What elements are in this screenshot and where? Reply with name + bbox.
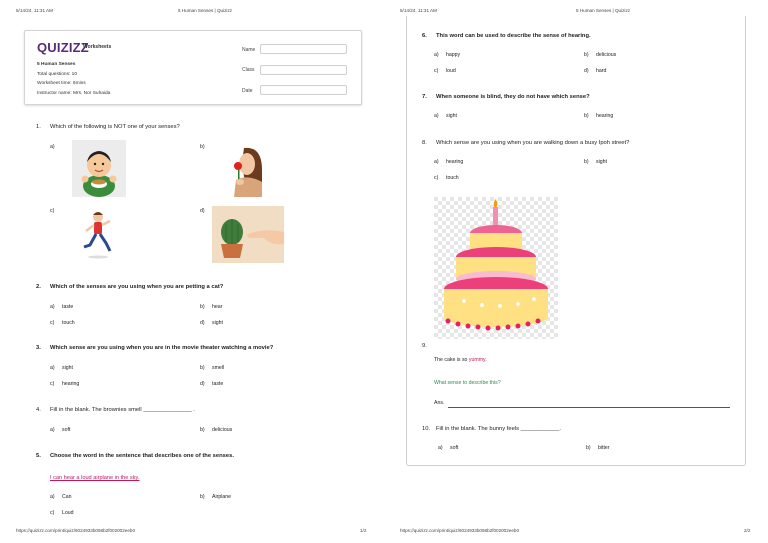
question-text: Which of the following is NOT one of your senses? [50, 124, 180, 130]
option-text: delicious [596, 52, 617, 58]
option-key: c) [50, 320, 55, 326]
option-key: d) [200, 381, 205, 387]
class-field[interactable] [260, 65, 347, 75]
option-text: delicious [212, 427, 233, 433]
option-text: smell [212, 365, 225, 371]
option-text: Can [62, 494, 72, 500]
question-number: 4. [36, 407, 41, 413]
q5-option-a[interactable] [50, 494, 72, 500]
option-key: b) [200, 304, 205, 310]
page-header-title: 5 Human Senses | Quizizz [178, 8, 233, 13]
option-key: a) [438, 445, 443, 451]
option-key: b) [584, 113, 589, 119]
q5-sentence: I can hear a loud airplane in the sky. [50, 475, 140, 481]
option-text: sight [596, 159, 607, 165]
option-key: c) [434, 68, 439, 74]
question-text: Fill in the blank. The bunny feels ____________. [436, 426, 561, 432]
option-key: a) [50, 494, 55, 500]
q9-answer-line[interactable] [448, 407, 730, 408]
question-number: 6. [422, 33, 427, 39]
q8-option-c[interactable] [434, 175, 459, 181]
option-key: b) [200, 427, 205, 433]
question-number: 3. [36, 345, 41, 351]
q3-option-c[interactable] [50, 381, 79, 387]
option-text: sight [212, 320, 223, 326]
option-key: c) [434, 175, 439, 181]
q9-prompt-prefix: The cake is so [434, 357, 469, 363]
option-text: bitter [598, 445, 610, 451]
worksheet-page-2 [384, 0, 768, 543]
option-text: touch [62, 320, 75, 326]
question-text: Fill in the blank. The brownies smell _______________ . [50, 407, 195, 413]
name-label: Name [242, 47, 256, 53]
q8-option-b[interactable] [584, 159, 607, 165]
q2-option-c[interactable] [50, 320, 75, 326]
quizizz-logo: QUIZIZZ [37, 40, 89, 55]
q1-option-d-key[interactable]: d) [200, 208, 205, 214]
q4-option-a[interactable] [50, 427, 70, 433]
finger-touching-cactus-image[interactable] [212, 206, 284, 263]
boy-eating-image[interactable] [72, 140, 126, 197]
question-text: Choose the word in the sentence that describes one of the senses. [50, 453, 234, 459]
q8-option-a[interactable] [434, 159, 463, 165]
option-key: a) [50, 427, 55, 433]
girl-smelling-flower-image[interactable] [218, 140, 272, 197]
q3-option-b[interactable] [200, 365, 224, 371]
q9-answer-label: Ans. [434, 400, 445, 406]
question-text: Which of the senses are you using when you are petting a cat? [50, 284, 224, 290]
question-number: 7. [422, 94, 427, 100]
option-text: happy [446, 52, 461, 58]
q7-option-a[interactable] [434, 113, 457, 119]
running-boy-image[interactable] [78, 207, 118, 262]
option-text: hear [212, 304, 223, 310]
q3-option-a[interactable] [50, 365, 73, 371]
question-number: 1. [36, 124, 41, 130]
logo-subtitle: Worksheets [83, 44, 112, 50]
option-text: taste [212, 381, 224, 387]
question-text: This word can be used to describe the sense of hearing. [436, 33, 591, 39]
option-text: hard [596, 68, 607, 74]
question-text: Which sense are you using when you are walking down a busy Ipoh street? [436, 140, 630, 146]
option-text: hearing [596, 113, 614, 119]
q10-option-a[interactable] [438, 445, 458, 451]
q5-option-c[interactable] [50, 510, 74, 516]
q6-option-a[interactable] [434, 52, 460, 58]
q6-option-d[interactable] [584, 68, 606, 74]
question-number: 10. [422, 426, 431, 432]
option-text: soft [450, 445, 459, 451]
worksheet-time: Worksheet time: 6mins [37, 81, 86, 86]
option-key: c) [50, 381, 55, 387]
page-header-date: 5/14/24, 11:31 AM [16, 8, 53, 13]
question-number: 8. [422, 140, 427, 146]
q9-prompt-highlight: yummy. [468, 357, 487, 363]
q2-option-d[interactable] [200, 320, 223, 326]
q1-option-c-key[interactable]: c) [50, 208, 55, 214]
option-key: d) [584, 68, 589, 74]
page-footer-number: 2/2 [744, 528, 751, 533]
option-text: touch [446, 175, 459, 181]
class-label: Class [242, 67, 255, 73]
option-text: sight [446, 113, 457, 119]
option-key: a) [50, 365, 55, 371]
option-key: d) [200, 320, 205, 326]
birthday-cake-image [434, 197, 558, 339]
page-footer-url: https://quizizz.com/print/quiz/6024933b058b2f002002eeb0 [16, 528, 136, 533]
question-text: When someone is blind, they do not have which sense? [436, 94, 590, 100]
question-number: 9. [422, 343, 427, 349]
page-header-title: 5 Human Senses | Quizizz [576, 8, 631, 13]
q4-option-b[interactable] [200, 427, 232, 433]
page-footer-number: 1/2 [360, 528, 367, 533]
q3-option-d[interactable] [200, 381, 223, 387]
option-text: hearing [446, 159, 464, 165]
q9-prompt-line-2: What sense to describe this? [434, 380, 501, 386]
q2-option-a[interactable] [50, 304, 73, 310]
page-header-date: 5/14/24, 11:31 AM [400, 8, 437, 13]
q2-option-b[interactable] [200, 304, 222, 310]
date-field[interactable] [260, 85, 347, 95]
q7-option-b[interactable] [584, 113, 613, 119]
q1-option-b-key[interactable]: b) [200, 144, 205, 150]
option-text: hearing [62, 381, 80, 387]
option-key: a) [434, 52, 439, 58]
q6-option-c[interactable] [434, 68, 456, 74]
question-text: Which sense are you using when you are in the movie theater watching a movie? [50, 345, 274, 351]
option-key: a) [434, 113, 439, 119]
q5-option-b[interactable] [200, 494, 231, 500]
option-key: b) [200, 494, 205, 500]
option-text: loud [446, 68, 456, 74]
option-key: a) [434, 159, 439, 165]
option-text: taste [62, 304, 74, 310]
q10-option-b[interactable] [586, 445, 610, 451]
question-number: 2. [36, 284, 41, 290]
option-text: Airplane [212, 494, 232, 500]
q1-option-a-key[interactable]: a) [50, 144, 55, 150]
option-key: b) [200, 365, 205, 371]
option-key: a) [50, 304, 55, 310]
worksheet-title: 5 Human Senses [37, 62, 76, 67]
question-number: 5. [36, 453, 41, 459]
page-footer-url: https://quizizz.com/print/quiz/6024933b058b2f002002eeb0 [400, 528, 520, 533]
option-key: b) [584, 52, 589, 58]
q6-option-b[interactable] [584, 52, 616, 58]
option-text: Loud [62, 510, 74, 516]
instructor-name: Instructor name: Mrs. Nor Suhaida [37, 91, 111, 96]
total-questions: Total questions: 10 [37, 72, 78, 77]
option-key: b) [584, 159, 589, 165]
name-field[interactable] [260, 44, 347, 54]
option-key: b) [586, 445, 591, 451]
option-text: sight [62, 365, 73, 371]
date-label: Date [242, 88, 253, 94]
option-text: soft [62, 427, 71, 433]
option-key: c) [50, 510, 55, 516]
worksheet-info-card [24, 30, 362, 105]
q9-prompt-line-1 [434, 357, 487, 363]
